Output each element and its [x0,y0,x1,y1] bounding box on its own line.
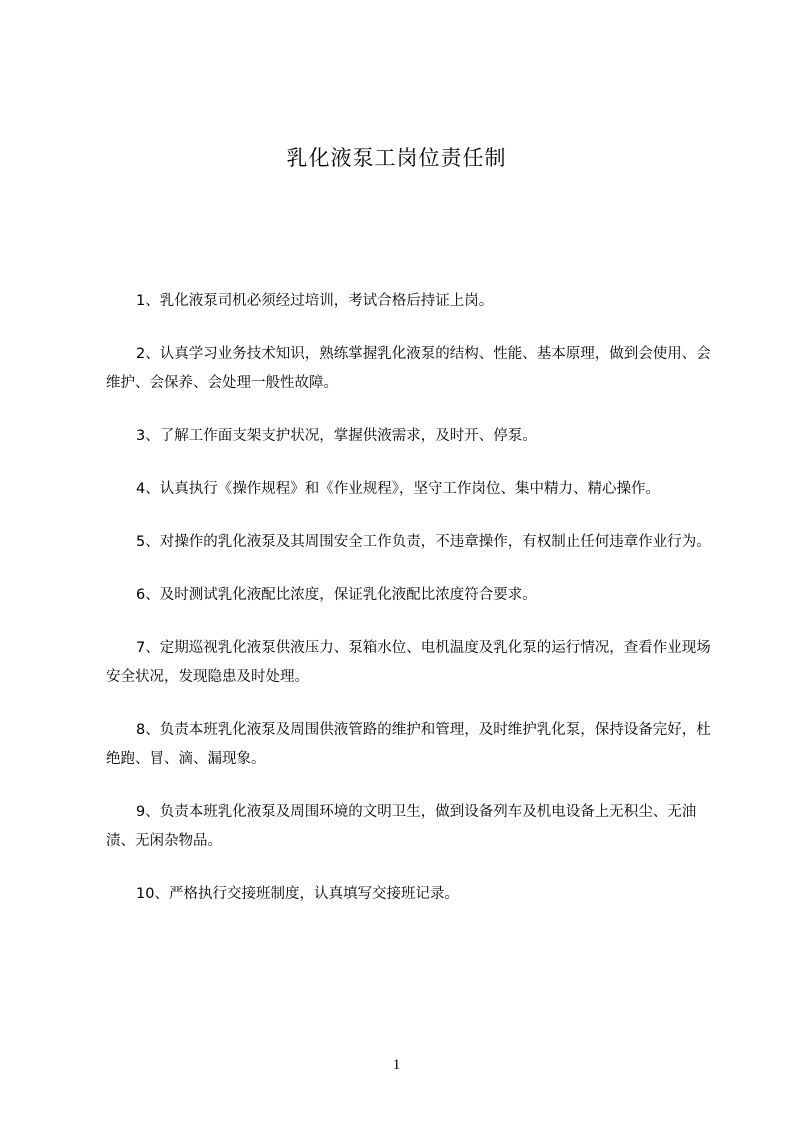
list-item: 3、了解工作面支架支护状况，掌握供液需求，及时开、停泵。 [136,428,537,444]
list-item: 6、及时测试乳化液配比浓度，保证乳化液配比浓度符合要求。 [136,587,537,603]
list-item: 10、严格执行交接班制度，认真填写交接班记录。 [136,886,459,902]
list-item: 5、对操作的乳化液泵及其周围安全工作负责，不违章操作，有权制止任何违章作业行为。 [136,534,711,550]
responsibility-list [106,287,718,933]
list-item: 2、认真学习业务技术知识，熟练掌握乳化液泵的结构、性能、基本原理，做到会使用、会维护、会保养、会处理一般性故障。 [106,346,711,391]
list-item: 8、负责本班乳化液泵及周围供液管路的维护和管理，及时维护乳化泵，保持设备完好，杜绝跑、冒、滴、漏现象。 [106,722,711,767]
list-item: 7、定期巡视乳化液泵供液压力、泵箱水位、电机温度及乳化泵的运行情况，查看作业现场安全状况，发现隐患及时处理。 [106,640,711,685]
list-item: 9、负责本班乳化液泵及周围环境的文明卫生，做到设备列车及机电设备上无积尘、无油渍、无闲杂物品。 [106,804,697,849]
page-number: 1 [392,1057,401,1073]
document-title: 乳化液泵工岗位责任制 [286,146,507,170]
list-item: 1、乳化液泵司机必须经过培训，考试合格后持证上岗。 [136,293,494,309]
list-item: 4、认真执行《操作规程》和《作业规程》，坚守工作岗位、集中精力、精心操作。 [136,481,660,497]
